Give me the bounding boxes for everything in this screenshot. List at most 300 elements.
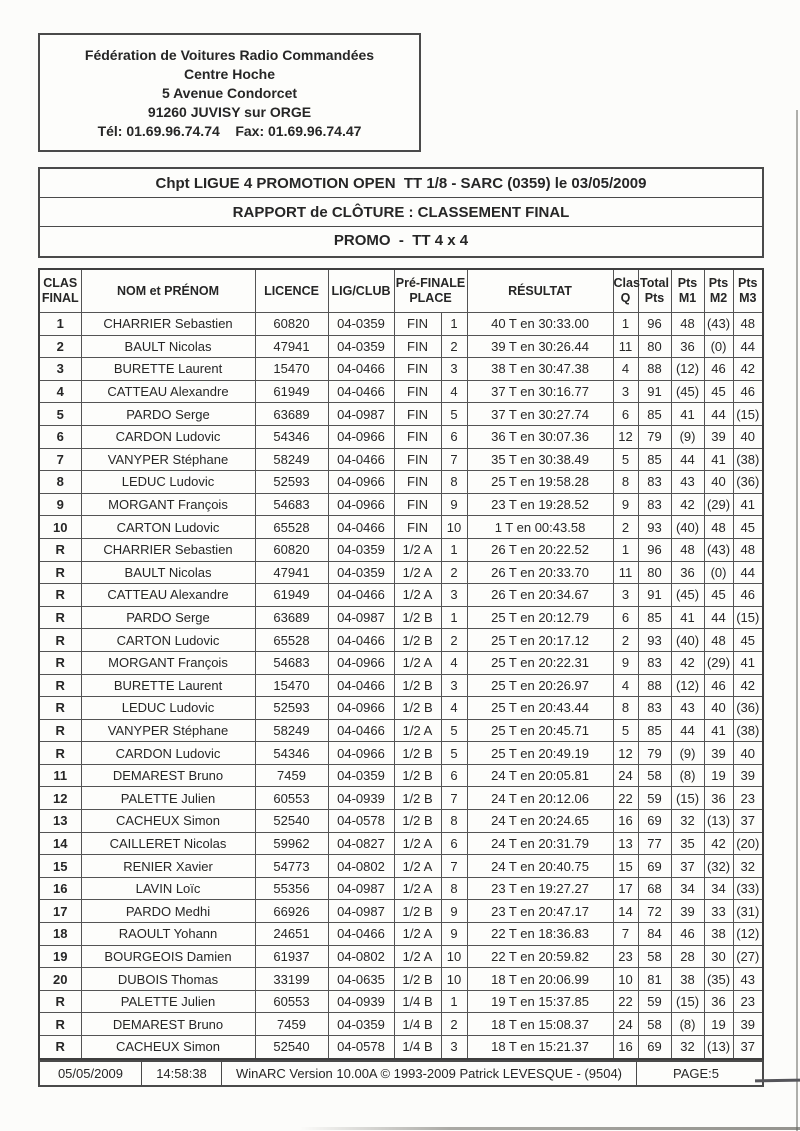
cell-m3: 48 <box>733 538 763 561</box>
cell-clas: 5 <box>39 403 81 426</box>
cell-result: 35 T en 30:38.49 <box>467 448 613 471</box>
header-clas-final: CLAS FINAL <box>39 269 81 313</box>
cell-total: 69 <box>638 855 671 878</box>
cell-m3: (33) <box>733 877 763 900</box>
table-row <box>39 561 763 584</box>
cell-m2: 45 <box>704 380 733 403</box>
cell-place: 5 <box>441 403 467 426</box>
table-row <box>39 742 763 765</box>
cell-q: 24 <box>613 1013 638 1036</box>
cell-name: PALETTE Julien <box>81 990 255 1013</box>
cell-m2: 41 <box>704 719 733 742</box>
cell-club: 04-0966 <box>328 425 394 448</box>
table-row <box>39 810 763 833</box>
cell-result: 23 T en 19:27.27 <box>467 877 613 900</box>
cell-place: 8 <box>441 877 467 900</box>
cell-m3: 40 <box>733 742 763 765</box>
cell-heat: 1/2 B <box>394 606 441 629</box>
cell-clas: 18 <box>39 923 81 946</box>
cell-name: LEDUC Ludovic <box>81 697 255 720</box>
cell-name: PARDO Medhi <box>81 900 255 923</box>
cell-m3: 23 <box>733 787 763 810</box>
cell-m3: 48 <box>733 313 763 336</box>
cell-total: 96 <box>638 313 671 336</box>
cell-m3: 46 <box>733 584 763 607</box>
cell-result: 25 T en 20:26.97 <box>467 674 613 697</box>
cell-m2: (29) <box>704 493 733 516</box>
cell-place: 10 <box>441 968 467 991</box>
cell-m3: 39 <box>733 1013 763 1036</box>
cell-club: 04-0987 <box>328 877 394 900</box>
cell-total: 59 <box>638 787 671 810</box>
cell-heat: 1/4 B <box>394 1036 441 1059</box>
cell-name: LEDUC Ludovic <box>81 471 255 494</box>
cell-m2: (0) <box>704 561 733 584</box>
header-licence: LICENCE <box>255 269 328 313</box>
cell-name: DEMAREST Bruno <box>81 1013 255 1036</box>
cell-licence: 58249 <box>255 448 328 471</box>
cell-place: 7 <box>441 448 467 471</box>
cell-clas: R <box>39 1036 81 1059</box>
cell-licence: 66926 <box>255 900 328 923</box>
cell-total: 85 <box>638 719 671 742</box>
cell-place: 2 <box>441 561 467 584</box>
cell-licence: 54773 <box>255 855 328 878</box>
cell-m1: 34 <box>671 877 704 900</box>
cell-name: CARDON Ludovic <box>81 742 255 765</box>
cell-m2: 44 <box>704 606 733 629</box>
cell-total: 58 <box>638 764 671 787</box>
cell-m2: 36 <box>704 990 733 1013</box>
cell-m3: 43 <box>733 968 763 991</box>
cell-place: 10 <box>441 516 467 539</box>
cell-m2: 34 <box>704 877 733 900</box>
cell-club: 04-0466 <box>328 380 394 403</box>
cell-total: 58 <box>638 945 671 968</box>
cell-m1: 35 <box>671 832 704 855</box>
letterhead-box <box>38 33 421 152</box>
cell-q: 9 <box>613 651 638 674</box>
cell-m3: 39 <box>733 764 763 787</box>
footer-page-label: PAGE: <box>672 1066 712 1081</box>
cell-total: 83 <box>638 651 671 674</box>
header-result: RÉSULTAT <box>467 269 613 313</box>
cell-m3: 32 <box>733 855 763 878</box>
header-pts-m1: Pts M1 <box>671 269 704 313</box>
cell-total: 79 <box>638 742 671 765</box>
cell-place: 4 <box>441 651 467 674</box>
cell-q: 22 <box>613 787 638 810</box>
cell-place: 1 <box>441 538 467 561</box>
cell-m1: 36 <box>671 561 704 584</box>
cell-m1: (9) <box>671 742 704 765</box>
cell-m2: (43) <box>704 313 733 336</box>
cell-place: 5 <box>441 719 467 742</box>
cell-heat: FIN <box>394 403 441 426</box>
cell-club: 04-0359 <box>328 1013 394 1036</box>
cell-heat: 1/2 B <box>394 810 441 833</box>
header-clas-q: Clas Q <box>613 269 638 313</box>
cell-name: CARTON Ludovic <box>81 629 255 652</box>
cell-heat: 1/2 A <box>394 855 441 878</box>
cell-club: 04-0939 <box>328 787 394 810</box>
cell-m3: (15) <box>733 606 763 629</box>
cell-club: 04-0466 <box>328 719 394 742</box>
cell-m2: 42 <box>704 832 733 855</box>
cell-m3: 44 <box>733 561 763 584</box>
cell-q: 8 <box>613 697 638 720</box>
cell-result: 24 T en 20:05.81 <box>467 764 613 787</box>
cell-m1: (15) <box>671 990 704 1013</box>
report-category: PROMO - TT 4 x 4 <box>333 232 469 249</box>
cell-club: 04-0466 <box>328 358 394 381</box>
cell-licence: 60820 <box>255 313 328 336</box>
cell-place: 1 <box>441 313 467 336</box>
cell-result: 18 T en 15:21.37 <box>467 1036 613 1059</box>
title-block <box>38 167 764 258</box>
cell-clas: R <box>39 651 81 674</box>
cell-m2: 38 <box>704 923 733 946</box>
cell-q: 3 <box>613 380 638 403</box>
cell-heat: 1/4 B <box>394 1013 441 1036</box>
cell-name: DEMAREST Bruno <box>81 764 255 787</box>
cell-club: 04-0939 <box>328 990 394 1013</box>
cell-club: 04-0359 <box>328 335 394 358</box>
cell-m1: 28 <box>671 945 704 968</box>
cell-licence: 63689 <box>255 606 328 629</box>
cell-clas: R <box>39 697 81 720</box>
cell-clas: R <box>39 1013 81 1036</box>
cell-place: 8 <box>441 471 467 494</box>
cell-club: 04-0578 <box>328 1036 394 1059</box>
cell-heat: 1/2 B <box>394 674 441 697</box>
cell-club: 04-0966 <box>328 471 394 494</box>
table-row <box>39 877 763 900</box>
table-row <box>39 764 763 787</box>
cell-heat: 1/2 B <box>394 900 441 923</box>
cell-clas: 12 <box>39 787 81 810</box>
table-row <box>39 674 763 697</box>
cell-total: 69 <box>638 1036 671 1059</box>
cell-place: 10 <box>441 945 467 968</box>
cell-total: 91 <box>638 380 671 403</box>
cell-clas: 14 <box>39 832 81 855</box>
cell-heat: FIN <box>394 313 441 336</box>
cell-licence: 52540 <box>255 810 328 833</box>
table-header <box>39 269 763 313</box>
cell-m1: 42 <box>671 493 704 516</box>
cell-name: RAOULT Yohann <box>81 923 255 946</box>
letterhead-line-street: 5 Avenue Condorcet <box>161 85 298 101</box>
cell-clas: 7 <box>39 448 81 471</box>
cell-result: 25 T en 20:22.31 <box>467 651 613 674</box>
cell-m1: 41 <box>671 403 704 426</box>
cell-m2: 39 <box>704 742 733 765</box>
header-pts-m2: Pts M2 <box>704 269 733 313</box>
cell-m2: (35) <box>704 968 733 991</box>
cell-name: CACHEUX Simon <box>81 810 255 833</box>
cell-club: 04-0359 <box>328 764 394 787</box>
cell-result: 1 T en 00:43.58 <box>467 516 613 539</box>
cell-m3: (15) <box>733 403 763 426</box>
cell-total: 81 <box>638 968 671 991</box>
cell-q: 5 <box>613 448 638 471</box>
cell-m3: 23 <box>733 990 763 1013</box>
cell-clas: R <box>39 674 81 697</box>
cell-clas: R <box>39 629 81 652</box>
cell-m2: (13) <box>704 1036 733 1059</box>
cell-m1: (40) <box>671 516 704 539</box>
cell-licence: 52593 <box>255 697 328 720</box>
cell-heat: 1/2 A <box>394 561 441 584</box>
table-row <box>39 403 763 426</box>
cell-heat: FIN <box>394 358 441 381</box>
cell-clas: 15 <box>39 855 81 878</box>
cell-m2: 30 <box>704 945 733 968</box>
cell-q: 1 <box>613 313 638 336</box>
cell-clas: 13 <box>39 810 81 833</box>
cell-heat: 1/2 A <box>394 945 441 968</box>
cell-place: 9 <box>441 493 467 516</box>
table-row <box>39 697 763 720</box>
cell-m1: 44 <box>671 448 704 471</box>
cell-m1: 48 <box>671 538 704 561</box>
cell-licence: 52540 <box>255 1036 328 1059</box>
cell-q: 16 <box>613 1036 638 1059</box>
table-row <box>39 335 763 358</box>
cell-m2: 40 <box>704 697 733 720</box>
cell-result: 25 T en 20:17.12 <box>467 629 613 652</box>
cell-licence: 52593 <box>255 471 328 494</box>
cell-m1: (12) <box>671 358 704 381</box>
cell-q: 2 <box>613 629 638 652</box>
cell-name: VANYPER Stéphane <box>81 448 255 471</box>
cell-heat: 1/2 A <box>394 832 441 855</box>
cell-total: 93 <box>638 629 671 652</box>
footer-page-number: 5 <box>711 1066 719 1081</box>
cell-m1: (15) <box>671 787 704 810</box>
cell-licence: 63689 <box>255 403 328 426</box>
cell-heat: 1/2 A <box>394 923 441 946</box>
cell-name: VANYPER Stéphane <box>81 719 255 742</box>
cell-club: 04-0635 <box>328 968 394 991</box>
cell-place: 7 <box>441 787 467 810</box>
header-name: NOM et PRÉNOM <box>81 269 255 313</box>
footer-bar <box>38 1060 764 1087</box>
cell-m1: 42 <box>671 651 704 674</box>
cell-licence: 7459 <box>255 1013 328 1036</box>
cell-heat: 1/2 A <box>394 584 441 607</box>
cell-heat: 1/2 A <box>394 651 441 674</box>
cell-q: 17 <box>613 877 638 900</box>
cell-licence: 60553 <box>255 787 328 810</box>
cell-heat: 1/2 A <box>394 538 441 561</box>
cell-m2: 48 <box>704 516 733 539</box>
cell-q: 6 <box>613 606 638 629</box>
cell-result: 24 T en 20:24.65 <box>467 810 613 833</box>
cell-club: 04-0802 <box>328 855 394 878</box>
cell-club: 04-0359 <box>328 313 394 336</box>
scan-artifact-dash <box>755 1079 800 1083</box>
cell-heat: FIN <box>394 425 441 448</box>
cell-m2: (0) <box>704 335 733 358</box>
cell-m2: (32) <box>704 855 733 878</box>
footer-date: 05/05/2009 <box>40 1062 142 1085</box>
header-pts-m3: Pts M3 <box>733 269 763 313</box>
cell-result: 18 T en 15:08.37 <box>467 1013 613 1036</box>
cell-q: 23 <box>613 945 638 968</box>
cell-place: 2 <box>441 335 467 358</box>
cell-licence: 47941 <box>255 335 328 358</box>
cell-name: PARDO Serge <box>81 606 255 629</box>
table-row <box>39 606 763 629</box>
cell-club: 04-0359 <box>328 561 394 584</box>
table-row <box>39 538 763 561</box>
header-prefinale-place: Pré-FINALE PLACE <box>394 269 467 313</box>
cell-m3: 41 <box>733 651 763 674</box>
cell-result: 36 T en 30:07.36 <box>467 425 613 448</box>
cell-result: 24 T en 20:12.06 <box>467 787 613 810</box>
cell-total: 88 <box>638 674 671 697</box>
cell-clas: 8 <box>39 471 81 494</box>
cell-licence: 54683 <box>255 651 328 674</box>
cell-heat: FIN <box>394 493 441 516</box>
cell-m1: (12) <box>671 674 704 697</box>
cell-place: 7 <box>441 855 467 878</box>
cell-m1: (45) <box>671 380 704 403</box>
cell-place: 2 <box>441 629 467 652</box>
cell-m1: 38 <box>671 968 704 991</box>
cell-place: 1 <box>441 606 467 629</box>
report-subtitle: RAPPORT de CLÔTURE : CLASSEMENT FINAL <box>40 198 762 227</box>
table-row <box>39 923 763 946</box>
cell-q: 16 <box>613 810 638 833</box>
cell-clas: 19 <box>39 945 81 968</box>
cell-licence: 65528 <box>255 516 328 539</box>
cell-licence: 55356 <box>255 877 328 900</box>
cell-clas: R <box>39 606 81 629</box>
cell-q: 24 <box>613 764 638 787</box>
cell-name: CATTEAU Alexandre <box>81 380 255 403</box>
cell-name: LAVIN Loïc <box>81 877 255 900</box>
cell-m1: 36 <box>671 335 704 358</box>
cell-m3: (31) <box>733 900 763 923</box>
cell-clas: 2 <box>39 335 81 358</box>
letterhead-line-venue: Centre Hoche <box>183 66 276 82</box>
cell-name: CHARRIER Sebastien <box>81 313 255 336</box>
cell-m3: 42 <box>733 674 763 697</box>
cell-clas: 20 <box>39 968 81 991</box>
cell-licence: 65528 <box>255 629 328 652</box>
cell-club: 04-0966 <box>328 493 394 516</box>
cell-place: 1 <box>441 990 467 1013</box>
cell-clas: R <box>39 742 81 765</box>
cell-m3: 37 <box>733 1036 763 1059</box>
cell-club: 04-0966 <box>328 742 394 765</box>
cell-heat: 1/4 B <box>394 990 441 1013</box>
cell-m3: 44 <box>733 335 763 358</box>
cell-m2: 48 <box>704 629 733 652</box>
cell-m1: (45) <box>671 584 704 607</box>
cell-place: 6 <box>441 832 467 855</box>
cell-q: 8 <box>613 471 638 494</box>
cell-name: MORGANT François <box>81 493 255 516</box>
table-row <box>39 1036 763 1059</box>
cell-result: 25 T en 20:45.71 <box>467 719 613 742</box>
cell-m1: 43 <box>671 697 704 720</box>
cell-m1: (40) <box>671 629 704 652</box>
cell-licence: 54683 <box>255 493 328 516</box>
cell-licence: 24651 <box>255 923 328 946</box>
cell-m3: 46 <box>733 380 763 403</box>
cell-clas: 4 <box>39 380 81 403</box>
cell-club: 04-0359 <box>328 538 394 561</box>
cell-licence: 60553 <box>255 990 328 1013</box>
cell-licence: 61937 <box>255 945 328 968</box>
cell-club: 04-0966 <box>328 697 394 720</box>
table-row <box>39 832 763 855</box>
cell-m3: (38) <box>733 719 763 742</box>
cell-place: 2 <box>441 1013 467 1036</box>
cell-q: 2 <box>613 516 638 539</box>
cell-licence: 60820 <box>255 538 328 561</box>
cell-total: 80 <box>638 335 671 358</box>
cell-place: 9 <box>441 923 467 946</box>
cell-clas: 1 <box>39 313 81 336</box>
cell-club: 04-0987 <box>328 900 394 923</box>
cell-name: BURETTE Laurent <box>81 674 255 697</box>
cell-total: 85 <box>638 403 671 426</box>
cell-place: 3 <box>441 674 467 697</box>
cell-m2: 40 <box>704 471 733 494</box>
scan-edge-bottom <box>300 1127 800 1130</box>
cell-club: 04-0466 <box>328 516 394 539</box>
cell-name: PALETTE Julien <box>81 787 255 810</box>
table-row <box>39 380 763 403</box>
table-row <box>39 584 763 607</box>
cell-m1: (9) <box>671 425 704 448</box>
cell-heat: FIN <box>394 335 441 358</box>
cell-m3: 42 <box>733 358 763 381</box>
cell-heat: 1/2 B <box>394 742 441 765</box>
cell-q: 13 <box>613 832 638 855</box>
cell-name: CARTON Ludovic <box>81 516 255 539</box>
cell-m1: 46 <box>671 923 704 946</box>
table-row <box>39 651 763 674</box>
cell-m2: (13) <box>704 810 733 833</box>
cell-licence: 61949 <box>255 380 328 403</box>
cell-total: 80 <box>638 561 671 584</box>
cell-result: 24 T en 20:40.75 <box>467 855 613 878</box>
cell-licence: 54346 <box>255 425 328 448</box>
cell-club: 04-0466 <box>328 584 394 607</box>
cell-m3: 40 <box>733 425 763 448</box>
cell-clas: R <box>39 990 81 1013</box>
table-row <box>39 1013 763 1036</box>
cell-result: 26 T en 20:22.52 <box>467 538 613 561</box>
cell-clas: 11 <box>39 764 81 787</box>
footer-page <box>637 1062 762 1085</box>
cell-m3: 41 <box>733 493 763 516</box>
table-row <box>39 358 763 381</box>
cell-total: 85 <box>638 606 671 629</box>
cell-club: 04-0578 <box>328 810 394 833</box>
cell-q: 12 <box>613 742 638 765</box>
cell-q: 5 <box>613 719 638 742</box>
cell-result: 23 T en 20:47.17 <box>467 900 613 923</box>
cell-m1: (8) <box>671 764 704 787</box>
cell-m1: 39 <box>671 900 704 923</box>
